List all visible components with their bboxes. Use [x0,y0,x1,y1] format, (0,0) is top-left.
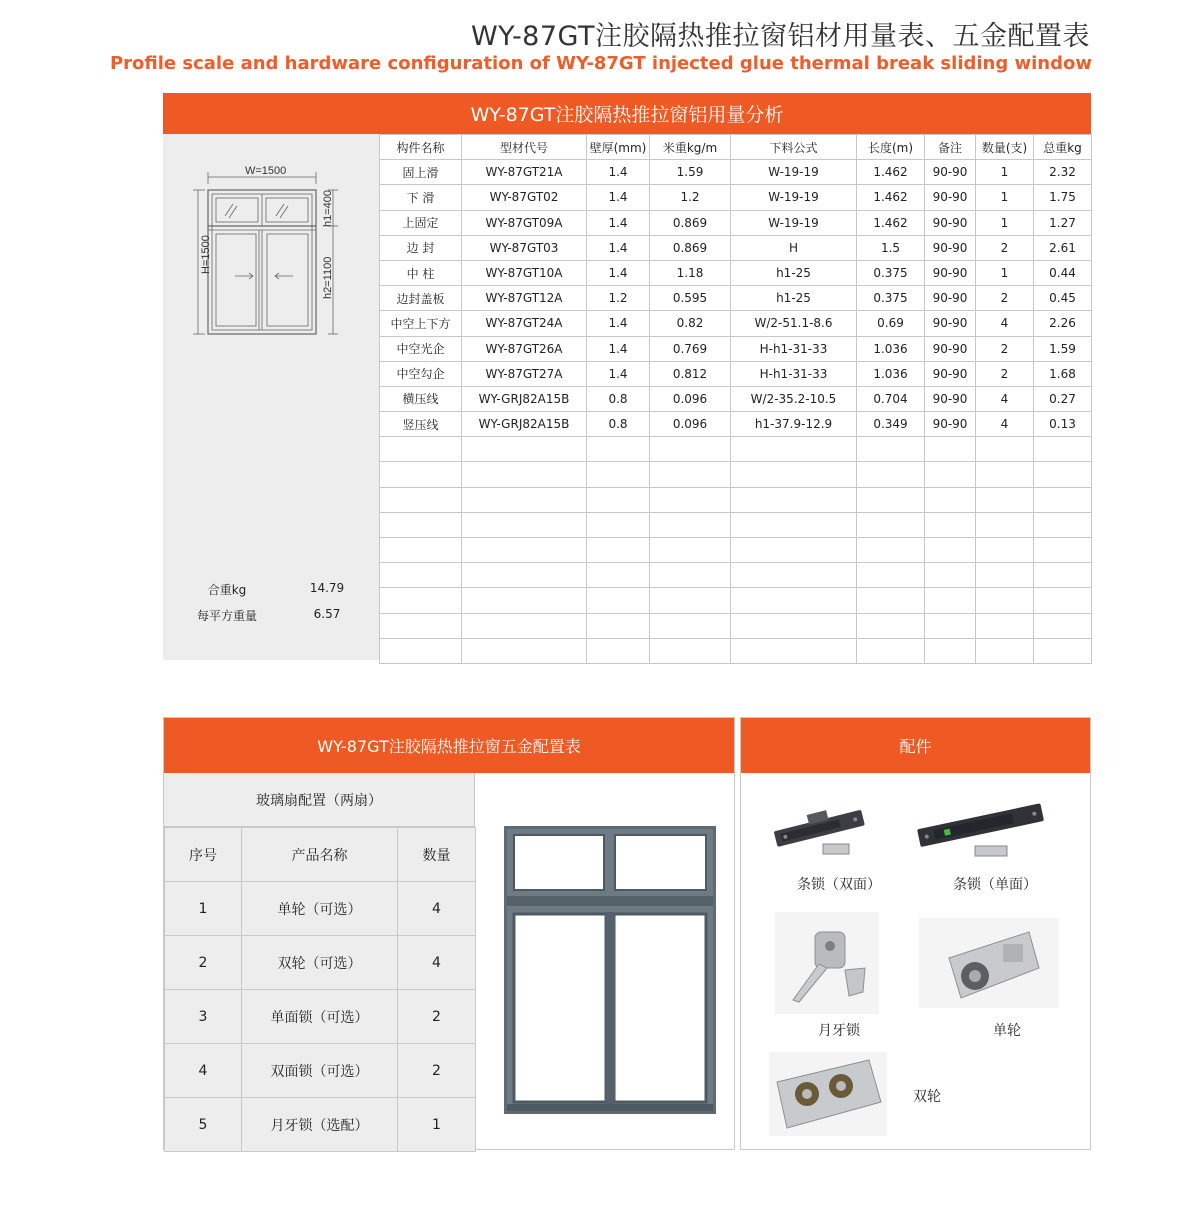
table-cell: 0.349 [857,412,925,437]
accessories-section [740,717,1091,1150]
empty-cell [925,462,976,487]
empty-cell [731,588,857,613]
table-cell: 90-90 [925,210,976,235]
table-cell: 90-90 [925,336,976,361]
table-row [380,260,1092,285]
table-cell: 1.4 [587,260,650,285]
table-cell: 0.44 [1034,260,1092,285]
table-cell: 1.4 [587,160,650,185]
empty-cell [976,613,1034,638]
table-cell: 2 [976,235,1034,260]
empty-cell [731,538,857,563]
hardware-col-header: 产品名称 [242,828,398,882]
table-cell: h1-25 [731,260,857,285]
empty-table-row [380,538,1092,563]
table-cell: W/2-51.1-8.6 [731,311,857,336]
empty-cell [1034,487,1092,512]
material-table-header [380,135,1092,160]
table-cell: 0.096 [650,386,731,411]
empty-cell [650,437,731,462]
empty-table-row [380,638,1092,663]
table-cell: WY-87GT12A [462,286,587,311]
table-cell: 90-90 [925,386,976,411]
empty-cell [857,638,925,663]
dim-h1-label: h1=400 [322,189,334,227]
table-cell: W-19-19 [731,160,857,185]
table-cell: 2 [976,286,1034,311]
empty-table-row [380,462,1092,487]
table-row [165,936,476,990]
empty-cell [462,437,587,462]
table-cell: 1.59 [1034,336,1092,361]
table-cell: 2 [398,1044,476,1098]
empty-cell [1034,512,1092,537]
table-cell: 上固定 [380,210,462,235]
table-cell: 固上滑 [380,160,462,185]
empty-cell [857,588,925,613]
empty-cell [1034,437,1092,462]
table-cell: 1.462 [857,160,925,185]
empty-cell [925,638,976,663]
crescent-lock-label: 月牙锁 [818,1023,860,1039]
table-cell: 中 柱 [380,260,462,285]
material-col-header: 壁厚(mm) [587,135,650,160]
material-col-header: 下料公式 [731,135,857,160]
empty-cell [380,462,462,487]
table-cell: WY-87GT09A [462,210,587,235]
empty-cell [857,487,925,512]
empty-cell [976,462,1034,487]
table-cell: WY-GRJ82A15B [462,386,587,411]
table-cell: 1.4 [587,336,650,361]
empty-cell [731,437,857,462]
empty-cell [925,512,976,537]
empty-cell [587,462,650,487]
table-cell: 1 [976,185,1034,210]
table-cell: 5 [165,1098,242,1152]
table-cell: 1.75 [1034,185,1092,210]
empty-cell [650,563,731,588]
hardware-table [164,827,476,1152]
single-roller-label: 单轮 [993,1023,1021,1039]
table-cell: W-19-19 [731,185,857,210]
hardware-config-section [163,717,735,1150]
empty-cell [380,487,462,512]
empty-table-row [380,588,1092,613]
empty-cell [462,512,587,537]
table-cell: 1 [398,1098,476,1152]
table-cell: 边封盖板 [380,286,462,311]
table-cell: 1.59 [650,160,731,185]
total-weight-value: 14.79 [309,581,345,595]
table-cell: 月牙锁（选配） [242,1098,398,1152]
empty-cell [925,437,976,462]
empty-cell [976,588,1034,613]
empty-cell [731,613,857,638]
table-cell: 0.704 [857,386,925,411]
empty-table-row [380,563,1092,588]
table-cell: 4 [976,412,1034,437]
table-cell: 0.8 [587,386,650,411]
table-cell: WY-87GT02 [462,185,587,210]
empty-cell [857,563,925,588]
empty-cell [731,462,857,487]
table-cell: 1.5 [857,235,925,260]
table-cell: 0.82 [650,311,731,336]
crescent-lock-icon [775,912,879,1018]
table-row [165,882,476,936]
material-usage-section [163,93,1091,660]
sash-config-title: 玻璃扇配置（两扇） [164,773,475,827]
table-row [380,361,1092,386]
table-cell: 竖压线 [380,412,462,437]
empty-cell [587,512,650,537]
table-cell: 2.61 [1034,235,1092,260]
page-title: WY-87GT注胶隔热推拉窗铝材用量表、五金配置表 [470,21,1090,52]
table-cell: 1.4 [587,361,650,386]
empty-cell [380,613,462,638]
table-cell: 中空光企 [380,336,462,361]
empty-cell [380,563,462,588]
empty-cell [976,638,1034,663]
empty-cell [462,613,587,638]
table-cell: WY-GRJ82A15B [462,412,587,437]
table-cell: WY-87GT03 [462,235,587,260]
empty-table-row [380,437,1092,462]
empty-table-row [380,487,1092,512]
empty-cell [587,437,650,462]
empty-cell [380,588,462,613]
single-roller-icon [919,918,1059,1012]
table-cell: 1 [976,210,1034,235]
empty-cell [1034,588,1092,613]
table-cell: 单面锁（可选） [242,990,398,1044]
empty-cell [731,563,857,588]
table-cell: 90-90 [925,361,976,386]
table-cell: 2.26 [1034,311,1092,336]
empty-cell [380,638,462,663]
table-cell: 0.27 [1034,386,1092,411]
empty-cell [650,462,731,487]
table-cell: 1.036 [857,361,925,386]
table-row [165,1098,476,1152]
empty-table-row [380,613,1092,638]
empty-cell [650,638,731,663]
table-cell: 0.69 [857,311,925,336]
table-cell: h1-25 [731,286,857,311]
empty-cell [462,588,587,613]
empty-cell [587,563,650,588]
table-cell: 3 [165,990,242,1044]
table-row [380,386,1092,411]
table-cell: 1.4 [587,235,650,260]
table-cell: W-19-19 [731,210,857,235]
empty-cell [650,512,731,537]
empty-cell [462,638,587,663]
table-cell: 90-90 [925,286,976,311]
table-row [380,210,1092,235]
table-cell: H-h1-31-33 [731,336,857,361]
empty-cell [857,613,925,638]
empty-cell [462,462,587,487]
empty-cell [925,588,976,613]
table-cell: 4 [165,1044,242,1098]
table-cell: 1 [165,882,242,936]
table-cell: WY-87GT24A [462,311,587,336]
table-cell: 1.27 [1034,210,1092,235]
table-cell: 1.18 [650,260,731,285]
hardware-banner: WY-87GT注胶隔热推拉窗五金配置表 [164,718,734,773]
table-cell: 1.036 [857,336,925,361]
table-cell: 1.462 [857,185,925,210]
empty-cell [857,538,925,563]
empty-cell [925,487,976,512]
empty-cell [857,512,925,537]
empty-cell [1034,462,1092,487]
table-cell: W/2-35.2-10.5 [731,386,857,411]
empty-cell [1034,613,1092,638]
table-cell: H [731,235,857,260]
table-cell: 2 [165,936,242,990]
hardware-col-header: 序号 [165,828,242,882]
table-row [380,336,1092,361]
table-cell: 0.45 [1034,286,1092,311]
table-cell: 1.4 [587,210,650,235]
table-cell: 1.4 [587,185,650,210]
strip-lock-single-icon [917,796,1047,872]
table-cell: 1.68 [1034,361,1092,386]
strip-lock-double-label: 条锁（双面） [797,877,881,893]
empty-cell [925,538,976,563]
weight-per-sqm-label: 每平方重量 [196,609,257,623]
empty-cell [650,487,731,512]
empty-cell [857,462,925,487]
hardware-col-header: 数量 [398,828,476,882]
table-cell: h1-37.9-12.9 [731,412,857,437]
table-cell: 0.375 [857,286,925,311]
window-dimension-diagram [163,134,379,660]
empty-cell [925,613,976,638]
material-col-header: 备注 [925,135,976,160]
window-product-photo [504,826,716,1114]
table-cell: 下 滑 [380,185,462,210]
table-cell: 90-90 [925,235,976,260]
table-cell: 4 [976,311,1034,336]
empty-cell [731,487,857,512]
table-cell: 1 [976,260,1034,285]
empty-cell [587,538,650,563]
hardware-table-header [165,828,476,882]
table-cell: 1 [976,160,1034,185]
empty-cell [731,638,857,663]
table-cell: H-h1-31-33 [731,361,857,386]
table-cell: 4 [976,386,1034,411]
table-cell: 2 [398,990,476,1044]
table-cell: WY-87GT27A [462,361,587,386]
table-cell: 0.869 [650,235,731,260]
table-cell: 1.462 [857,210,925,235]
empty-cell [731,512,857,537]
empty-cell [462,538,587,563]
empty-cell [976,437,1034,462]
table-cell: WY-87GT26A [462,336,587,361]
empty-cell [925,563,976,588]
accessories-banner: 配件 [741,718,1090,773]
table-cell: 90-90 [925,260,976,285]
table-cell: 0.13 [1034,412,1092,437]
table-row [380,160,1092,185]
material-table [379,134,1092,664]
material-col-header: 米重kg/m [650,135,731,160]
table-cell: 90-90 [925,185,976,210]
empty-cell [587,588,650,613]
table-cell: 90-90 [925,311,976,336]
dim-h2-label: h2=1100 [322,256,334,299]
table-cell: 边 封 [380,235,462,260]
double-roller-label: 双轮 [913,1089,941,1105]
table-cell: 1.2 [587,286,650,311]
total-weight-label: 合重kg [207,583,247,597]
strip-lock-double-icon [771,798,871,868]
page-subtitle: Profile scale and hardware configuration of WY-87GT injected glue thermal break sliding window [109,53,1092,74]
material-col-header: 总重kg [1034,135,1092,160]
empty-cell [1034,538,1092,563]
empty-cell [857,437,925,462]
weight-per-sqm-value: 6.57 [313,607,341,621]
table-row [380,412,1092,437]
table-cell: 0.769 [650,336,731,361]
empty-cell [976,512,1034,537]
table-row [165,990,476,1044]
table-cell: 1.2 [650,185,731,210]
empty-cell [462,563,587,588]
table-cell: 0.375 [857,260,925,285]
table-cell: 4 [398,882,476,936]
empty-cell [650,588,731,613]
empty-cell [976,563,1034,588]
empty-cell [650,613,731,638]
empty-cell [462,487,587,512]
table-cell: 2.32 [1034,160,1092,185]
table-cell: 90-90 [925,412,976,437]
strip-lock-single-label: 条锁（单面） [953,877,1037,893]
dim-h-label: H=1500 [200,235,212,274]
table-cell: 双面锁（可选） [242,1044,398,1098]
material-col-header: 数量(支) [976,135,1034,160]
material-col-header: 型材代号 [462,135,587,160]
double-roller-icon [769,1052,887,1140]
empty-cell [976,487,1034,512]
empty-cell [587,638,650,663]
empty-cell [1034,563,1092,588]
table-cell: 双轮（可选） [242,936,398,990]
table-row [165,1044,476,1098]
table-cell: 中空勾企 [380,361,462,386]
table-cell: 单轮（可选） [242,882,398,936]
table-cell: 2 [976,336,1034,361]
table-cell: 1.4 [587,311,650,336]
table-cell: 0.096 [650,412,731,437]
table-cell: WY-87GT21A [462,160,587,185]
table-row [380,185,1092,210]
empty-cell [976,538,1034,563]
table-cell: 2 [976,361,1034,386]
material-col-header: 构件名称 [380,135,462,160]
table-row [380,286,1092,311]
table-cell: 4 [398,936,476,990]
empty-cell [650,538,731,563]
table-row [380,311,1092,336]
empty-cell [587,613,650,638]
table-cell: 横压线 [380,386,462,411]
table-cell: WY-87GT10A [462,260,587,285]
table-cell: 90-90 [925,160,976,185]
empty-cell [380,512,462,537]
empty-cell [380,437,462,462]
table-cell: 0.595 [650,286,731,311]
dim-w-label: W=1500 [245,165,287,177]
empty-cell [587,487,650,512]
empty-table-row [380,512,1092,537]
table-cell: 中空上下方 [380,311,462,336]
material-col-header: 长度(m) [857,135,925,160]
table-cell: 0.8 [587,412,650,437]
material-banner: WY-87GT注胶隔热推拉窗铝用量分析 [163,93,1091,134]
empty-cell [1034,638,1092,663]
empty-cell [380,538,462,563]
table-cell: 0.812 [650,361,731,386]
table-row [380,235,1092,260]
table-cell: 0.869 [650,210,731,235]
